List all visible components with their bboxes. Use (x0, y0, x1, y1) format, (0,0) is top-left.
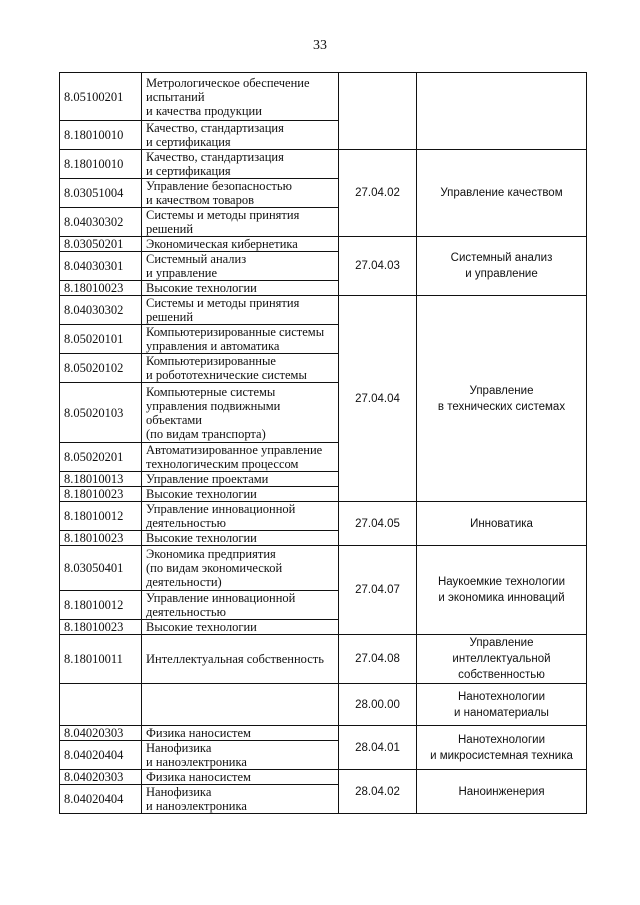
table-row (60, 73, 587, 121)
group-name-cell: Наукоемкие технологии и экономика инноваций (417, 546, 587, 635)
group-name-cell: Системный анализ и управление (417, 237, 587, 296)
direction-code-cell: 8.05020201 (60, 443, 142, 472)
direction-name-cell: Метрологическое обеспечение испытаний и качества продукции (142, 73, 339, 121)
direction-name-cell: Системный анализ и управление (142, 252, 339, 281)
direction-name-cell: Экономическая кибернетика (142, 237, 339, 252)
table-row (60, 635, 587, 684)
group-code-cell: 27.04.03 (339, 237, 417, 296)
direction-name-cell: Высокие технологии (142, 531, 339, 546)
group-name-cell: Управление интеллектуальной собственностью (417, 635, 587, 684)
direction-code-cell: 8.18010012 (60, 502, 142, 531)
page-number: 33 (313, 38, 327, 53)
direction-code-cell: 8.04030302 (60, 296, 142, 325)
group-code-cell: 27.04.07 (339, 546, 417, 635)
group-name-cell: Нанотехнологии и микросистемная техника (417, 726, 587, 770)
direction-name-cell: Высокие технологии (142, 487, 339, 502)
group-code-cell: 28.04.01 (339, 726, 417, 770)
direction-code-cell: 8.03050201 (60, 237, 142, 252)
direction-code-cell: 8.04030301 (60, 252, 142, 281)
direction-code-cell: 8.18010023 (60, 620, 142, 635)
direction-name-cell: Качество, стандартизация и сертификация (142, 121, 339, 150)
direction-name-cell: Экономика предприятия (по видам экономической деятельности) (142, 546, 339, 591)
direction-name-cell: Нанофизика и наноэлектроника (142, 741, 339, 770)
group-code-cell: 27.04.05 (339, 502, 417, 546)
group-code-cell (339, 73, 417, 150)
direction-name-cell: Системы и методы принятия решений (142, 296, 339, 325)
table-row (60, 237, 587, 252)
table-row (60, 684, 587, 726)
direction-name-cell: Автоматизированное управление технологическим процессом (142, 443, 339, 472)
table-row (60, 502, 587, 531)
table-row (60, 546, 587, 591)
direction-code-cell: 8.05020103 (60, 383, 142, 443)
direction-code-cell: 8.18010013 (60, 472, 142, 487)
table-row (60, 296, 587, 325)
direction-code-cell: 8.03051004 (60, 179, 142, 208)
direction-code-cell: 8.04030302 (60, 208, 142, 237)
direction-code-cell: 8.04020404 (60, 785, 142, 814)
direction-name-cell: Управление инновационной деятельностью (142, 591, 339, 620)
group-code-cell: 28.00.00 (339, 684, 417, 726)
direction-code-cell: 8.03050401 (60, 546, 142, 591)
direction-name-cell: Управление безопасностью и качеством товаров (142, 179, 339, 208)
direction-name-cell (142, 684, 339, 726)
direction-code-cell: 8.05100201 (60, 73, 142, 121)
direction-name-cell: Системы и методы принятия решений (142, 208, 339, 237)
direction-name-cell: Высокие технологии (142, 281, 339, 296)
direction-code-cell: 8.04020404 (60, 741, 142, 770)
group-code-cell: 27.04.08 (339, 635, 417, 684)
group-name-cell: Инноватика (417, 502, 587, 546)
direction-code-cell: 8.18010010 (60, 121, 142, 150)
direction-name-cell: Управление проектами (142, 472, 339, 487)
group-name-cell: Управление в технических системах (417, 296, 587, 502)
direction-code-cell: 8.18010023 (60, 531, 142, 546)
table-row (60, 726, 587, 741)
group-name-cell: Управление качеством (417, 150, 587, 237)
group-code-cell: 27.04.04 (339, 296, 417, 502)
table-row (60, 150, 587, 179)
group-code-cell: 27.04.02 (339, 150, 417, 237)
direction-name-cell: Нанофизика и наноэлектроника (142, 785, 339, 814)
direction-code-cell: 8.18010023 (60, 281, 142, 296)
direction-name-cell: Компьютерные системы управления подвижными объектами (по видам транспорта) (142, 383, 339, 443)
direction-code-cell: 8.05020102 (60, 354, 142, 383)
direction-name-cell: Физика наносистем (142, 770, 339, 785)
table-row (60, 770, 587, 785)
direction-name-cell: Компьютеризированные системы управления и автоматика (142, 325, 339, 354)
direction-code-cell: 8.18010012 (60, 591, 142, 620)
direction-code-cell: 8.18010010 (60, 150, 142, 179)
direction-code-cell: 8.05020101 (60, 325, 142, 354)
direction-name-cell: Физика наносистем (142, 726, 339, 741)
direction-code-cell: 8.18010023 (60, 487, 142, 502)
specialty-correspondence-table (59, 72, 587, 814)
direction-name-cell: Управление инновационной деятельностью (142, 502, 339, 531)
direction-name-cell: Интеллектуальная собственность (142, 635, 339, 684)
direction-code-cell: 8.04020303 (60, 770, 142, 785)
direction-code-cell: 8.04020303 (60, 726, 142, 741)
group-name-cell: Наноинженерия (417, 770, 587, 814)
direction-code-cell (60, 684, 142, 726)
direction-code-cell: 8.18010011 (60, 635, 142, 684)
direction-name-cell: Компьютеризированные и робототехнические системы (142, 354, 339, 383)
group-code-cell: 28.04.02 (339, 770, 417, 814)
direction-name-cell: Качество, стандартизация и сертификация (142, 150, 339, 179)
group-name-cell (417, 73, 587, 150)
direction-name-cell: Высокие технологии (142, 620, 339, 635)
group-name-cell: Нанотехнологии и наноматериалы (417, 684, 587, 726)
